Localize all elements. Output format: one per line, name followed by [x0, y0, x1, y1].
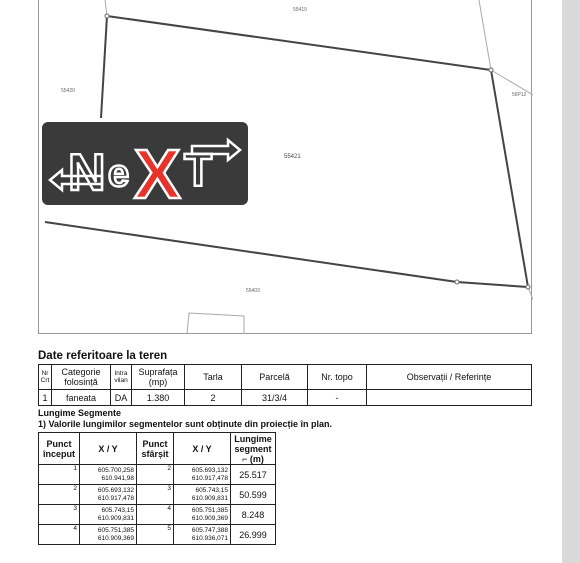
- col-suprafata: Suprafața (mp): [132, 365, 185, 390]
- teren-header-row: [39, 365, 532, 390]
- parcel-boundary-left: [101, 16, 107, 118]
- end-y: 610.909,369: [191, 514, 228, 522]
- cell-start: 1: [39, 465, 80, 485]
- cell-end-xy: [174, 465, 231, 485]
- start-y: 610.909,831: [97, 514, 134, 522]
- cell-suprafata: 1.380: [132, 390, 185, 406]
- cell-end: 2: [137, 465, 174, 485]
- section-title-segmente: Lungime Segmente: [38, 408, 122, 418]
- neighbor-label-right: 56P12: [512, 92, 527, 98]
- logo-letter-t: T: [184, 144, 213, 196]
- col-categorie: Categorie folosință: [52, 365, 111, 390]
- start-y: 610.941,98: [101, 474, 134, 482]
- teren-table: [38, 364, 532, 406]
- segment-row: [39, 485, 276, 505]
- neighbor-label-bottom: 55403: [246, 288, 260, 294]
- cell-start-xy: [80, 525, 137, 545]
- segment-row: [39, 505, 276, 525]
- end-y: 610.936,071: [191, 534, 228, 542]
- vertex-marker: [105, 14, 109, 18]
- col-observatii: Observații / Referințe: [367, 365, 532, 390]
- col-intravilan: Intra vilan: [111, 365, 132, 390]
- cell-tarla: 2: [185, 390, 242, 406]
- parcel-label: 55421: [284, 154, 301, 160]
- cell-start-xy: [80, 505, 137, 525]
- start-x: 605.693,132: [97, 486, 134, 494]
- cell-length: 50.599: [231, 485, 276, 505]
- cell-end-xy: [174, 525, 231, 545]
- cell-end: 5: [137, 525, 174, 545]
- end-x: 605.693,132: [191, 466, 228, 474]
- cell-start-xy: [80, 465, 137, 485]
- cell-end: 4: [137, 505, 174, 525]
- start-y: 610.909,369: [97, 534, 134, 542]
- page-edge: [562, 0, 580, 563]
- end-y: 610.909,831: [191, 494, 228, 502]
- col-xy-end: X / Y: [174, 433, 231, 465]
- cell-length: 26.999: [231, 525, 276, 545]
- cell-categorie: faneata: [52, 390, 111, 406]
- vertex-marker: [526, 285, 530, 289]
- cell-nr-crt: 1: [39, 390, 52, 406]
- cell-length: 25.517: [231, 465, 276, 485]
- col-tarla: Tarla: [185, 365, 242, 390]
- cell-length: 8.248: [231, 505, 276, 525]
- cell-start: 4: [39, 525, 80, 545]
- segmente-table: [38, 432, 276, 545]
- segment-row: [39, 525, 276, 545]
- end-x: 605.751,385: [191, 506, 228, 514]
- end-y: 610.917,478: [191, 474, 228, 482]
- logo-letter-e: e: [108, 153, 130, 195]
- col-parcela: Parcelă: [242, 365, 308, 390]
- start-x: 605.743,15: [101, 506, 134, 514]
- end-x: 605.747,388: [191, 526, 228, 534]
- vertex-marker: [455, 280, 459, 284]
- col-lungime: Lungime segment ⌐ (m): [231, 433, 276, 465]
- cell-start-xy: [80, 485, 137, 505]
- cell-start: 3: [39, 505, 80, 525]
- logo-letter-x: X: [134, 135, 181, 205]
- cell-end-xy: [174, 485, 231, 505]
- end-x: 605.743,15: [195, 486, 228, 494]
- col-nr-crt: Nr Crt: [39, 365, 52, 390]
- cell-end-xy: [174, 505, 231, 525]
- col-xy-start: X / Y: [80, 433, 137, 465]
- col-punct-sfarsit: Punct sfârșit: [137, 433, 174, 465]
- segmente-header-row: [39, 433, 276, 465]
- cell-start: 2: [39, 485, 80, 505]
- section-title-teren: Date referitoare la teren: [38, 350, 168, 362]
- cell-parcela: 31/3/4: [242, 390, 308, 406]
- start-y: 610.917,478: [97, 494, 134, 502]
- start-x: 605.751,385: [97, 526, 134, 534]
- next-logo: [42, 122, 248, 205]
- logo-letter-n: N: [68, 144, 106, 202]
- segmente-note: 1) Valorile lungimilor segmentelor sunt obținute din proiecție în plan.: [38, 419, 333, 429]
- neighbor-label-top: 55419: [293, 7, 307, 13]
- cell-intravilan: DA: [111, 390, 132, 406]
- col-punct-inceput: Punct început: [39, 433, 80, 465]
- vertex-marker: [489, 68, 493, 72]
- cell-end: 3: [137, 485, 174, 505]
- next-logo-graphic: [42, 122, 248, 205]
- neighbor-line: [479, 0, 491, 70]
- cell-observatii: [367, 390, 532, 406]
- cell-nr-topo: -: [308, 390, 367, 406]
- col-nr-topo: Nr. topo: [308, 365, 367, 390]
- teren-row: [39, 390, 532, 406]
- neighbor-building: [187, 313, 244, 334]
- neighbor-label-left: 55420: [61, 88, 75, 94]
- segment-row: [39, 465, 276, 485]
- start-x: 605.700,258: [97, 466, 134, 474]
